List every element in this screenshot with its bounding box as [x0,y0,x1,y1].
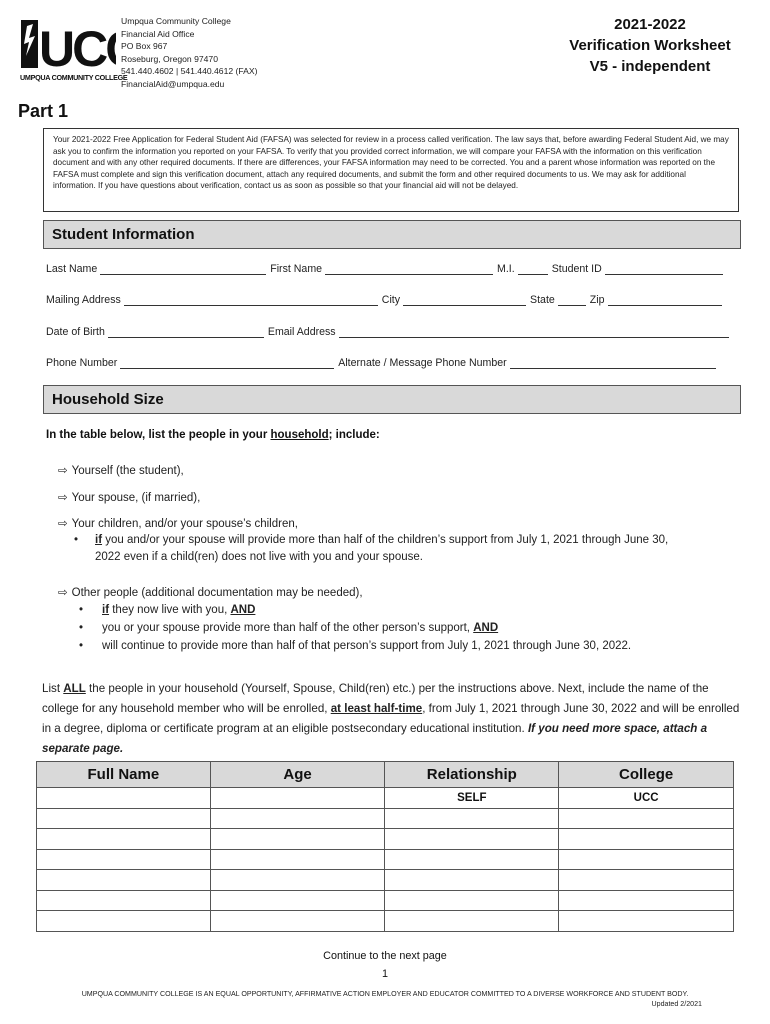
mailing-address-label: Mailing Address [46,294,121,306]
if-term: if [102,604,110,616]
table-cell[interactable] [385,829,559,850]
arrow-icon: ⇨ [58,587,68,599]
children-condition [95,534,668,546]
alt-phone-field[interactable] [510,359,716,369]
children-condition-cont: 2022 even if a child(ren) does not live with you and your spouse. [95,551,423,563]
other-condition-1 [102,604,255,616]
other-condition-3: will continue to provide more than half of that person’s support from July 1, 2021 through June 30, 2022. [102,640,632,652]
zip-field[interactable] [608,296,722,306]
contact-block [121,15,258,91]
condition-text: they now live with you, [109,604,231,616]
table-header-row [37,762,734,788]
bullet-icon: • [79,640,84,652]
table-cell[interactable] [37,870,211,891]
item-text: Your children, and/or your spouse’s children, [71,518,298,530]
contact-line: Roseburg, Oregon 97470 [121,53,218,64]
halftime-term: at least half-time [330,702,423,715]
updated-date: Updated 2/2021 [651,1000,702,1008]
and-term: AND [230,604,256,616]
table-cell[interactable] [559,890,734,911]
title-version: V5 - independent [589,58,711,75]
table-row [37,808,734,829]
first-name-field[interactable] [325,265,493,275]
dob-email-row [46,326,741,338]
household-heading: Household Size [43,385,741,414]
table-cell[interactable] [385,911,559,932]
col-age: Age [210,762,385,788]
table-cell[interactable] [37,788,211,809]
table-cell[interactable] [210,890,385,911]
mi-label: M.I. [497,263,515,275]
continue-note: Continue to the next page [323,950,447,962]
last-name-label: Last Name [46,263,98,275]
instr-suffix: ; include: [328,429,380,441]
title-year: 2021-2022 [614,16,686,33]
space-note: If you need more space, attach a separate page. [42,722,708,755]
document-title [540,14,760,77]
bullet-icon: • [79,622,84,634]
household-paragraph [42,679,742,759]
item-text: Yourself (the student), [71,465,184,477]
contact-line: Financial Aid Office [121,28,195,39]
condition-text: you and/or your spouse will provide more than half of the children’s support from July 1, 2021 through June 30, [102,534,669,546]
email-field[interactable] [339,328,729,338]
contact-line: PO Box 967 [121,41,168,52]
table-cell[interactable] [210,911,385,932]
table-cell[interactable] [559,870,734,891]
state-field[interactable] [558,296,586,306]
logo-caption: UMPQUA COMMUNITY COLLEGE [20,73,128,82]
list-item-other [58,585,363,599]
table-cell[interactable] [385,849,559,870]
table-cell[interactable] [37,911,211,932]
col-relationship: Relationship [385,762,559,788]
logo-text: UC [39,21,106,77]
table-cell[interactable] [37,808,211,829]
table-cell[interactable] [37,849,211,870]
state-label: State [530,294,555,306]
dob-field[interactable] [108,328,264,338]
phone-label: Phone Number [46,357,118,369]
table-row [37,788,734,809]
part-label: Part 1 [18,101,69,121]
table-cell[interactable] [37,890,211,911]
table-cell[interactable] [385,808,559,829]
item-text: Your spouse, (if married), [71,492,201,504]
phone-row [46,357,741,369]
table-cell[interactable] [385,890,559,911]
table-row [37,829,734,850]
list-item-children [58,516,298,530]
para-text: , from July 1, 2021 through June 30, 2022 and will be enrolled in a degree, diploma or certificate program at an eligible postsecondary educational institution. [42,702,740,735]
table-cell: SELF [385,788,559,809]
name-row [46,263,741,275]
table-cell[interactable] [559,808,734,829]
contact-email: FinancialAid@umpqua.edu [121,78,225,89]
list-item-spouse [58,490,200,504]
item-text: Other people (additional documentation may be needed), [71,587,363,599]
student-id-label: Student ID [551,263,602,275]
city-field[interactable] [403,296,526,306]
table-cell[interactable] [385,870,559,891]
table-row [37,890,734,911]
table-row [37,849,734,870]
student-id-field[interactable] [605,265,723,275]
arrow-icon: ⇨ [58,492,68,504]
all-term: ALL [63,682,86,695]
household-table [36,761,734,932]
bullet-icon: • [74,534,79,546]
arrow-icon: ⇨ [58,518,68,530]
ucc-logo [20,16,128,88]
col-full-name: Full Name [37,762,211,788]
table-row [37,870,734,891]
table-cell: UCC [559,788,734,809]
para-text: the people in your household (Yourself, Spouse, Child(ren) etc.) per the instructions above. Next, include the name of the college for any household member who will be enrolled, [42,682,709,715]
city-label: City [381,294,401,306]
instr-prefix: In the table below, list the people in your [46,429,271,441]
other-condition-2 [102,622,498,634]
and-term: AND [473,622,499,634]
email-label: Email Address [267,326,336,338]
mailing-address-field[interactable] [124,296,378,306]
dob-label: Date of Birth [46,326,105,338]
table-cell[interactable] [210,808,385,829]
table-cell[interactable] [210,870,385,891]
if-term: if [95,534,103,546]
condition-text: you or your spouse provide more than half of the other person’s support, [102,622,474,634]
bullet-icon: • [79,604,84,616]
household-term: household [270,429,329,441]
arrow-icon: ⇨ [58,465,68,477]
col-college: College [559,762,734,788]
table-cell[interactable] [210,849,385,870]
table-cell[interactable] [37,829,211,850]
mi-field[interactable] [518,265,548,275]
table-cell[interactable] [559,911,734,932]
eeo-statement: UMPQUA COMMUNITY COLLEGE IS AN EQUAL OPPORTUNITY, AFFIRMATIVE ACTION EMPLOYER AND EDUCATOR COMMITTED TO A DIVERSE WORKFORCE AND STUDENT BODY. [81,990,689,998]
table-row [37,911,734,932]
zip-label: Zip [589,294,605,306]
table-cell[interactable] [210,829,385,850]
list-item-yourself [58,463,184,477]
household-instructions [46,429,380,441]
alt-phone-label: Alternate / Message Phone Number [338,357,507,369]
table-cell[interactable] [559,849,734,870]
address-row [46,294,741,306]
first-name-label: First Name [270,263,323,275]
phone-field[interactable] [120,359,334,369]
table-cell[interactable] [559,829,734,850]
page-number: 1 [381,968,388,980]
last-name-field[interactable] [100,265,266,275]
para-text: List [42,682,64,695]
title-name: Verification Worksheet [569,37,731,54]
table-cell[interactable] [210,788,385,809]
intro-box: Your 2021-2022 Free Application for Federal Student Aid (FAFSA) was selected for review in a process called verification. The law says that, before awarding Federal Student Aid, we may ask you to confirm the information you reported on your FAFSA. To verify that you provided correct information, we will compare your FAFSA with the information on this verification document and with any other required documents. If there are differences, your FAFSA information may need to be corrected. You and a parent whose information was reported on the FAFSA must complete and sign this verification document, attach any required documents, and submit the form and other required documents to us. We may ask for additional information. If you have questions about verification, contact us as soon as possible so that your financial aid will not be delayed. [43,128,739,212]
contact-line: Umpqua Community College [121,16,231,26]
student-info-heading: Student Information [43,220,741,249]
contact-line: 541.440.4602 | 541.440.4612 (FAX) [121,66,258,77]
